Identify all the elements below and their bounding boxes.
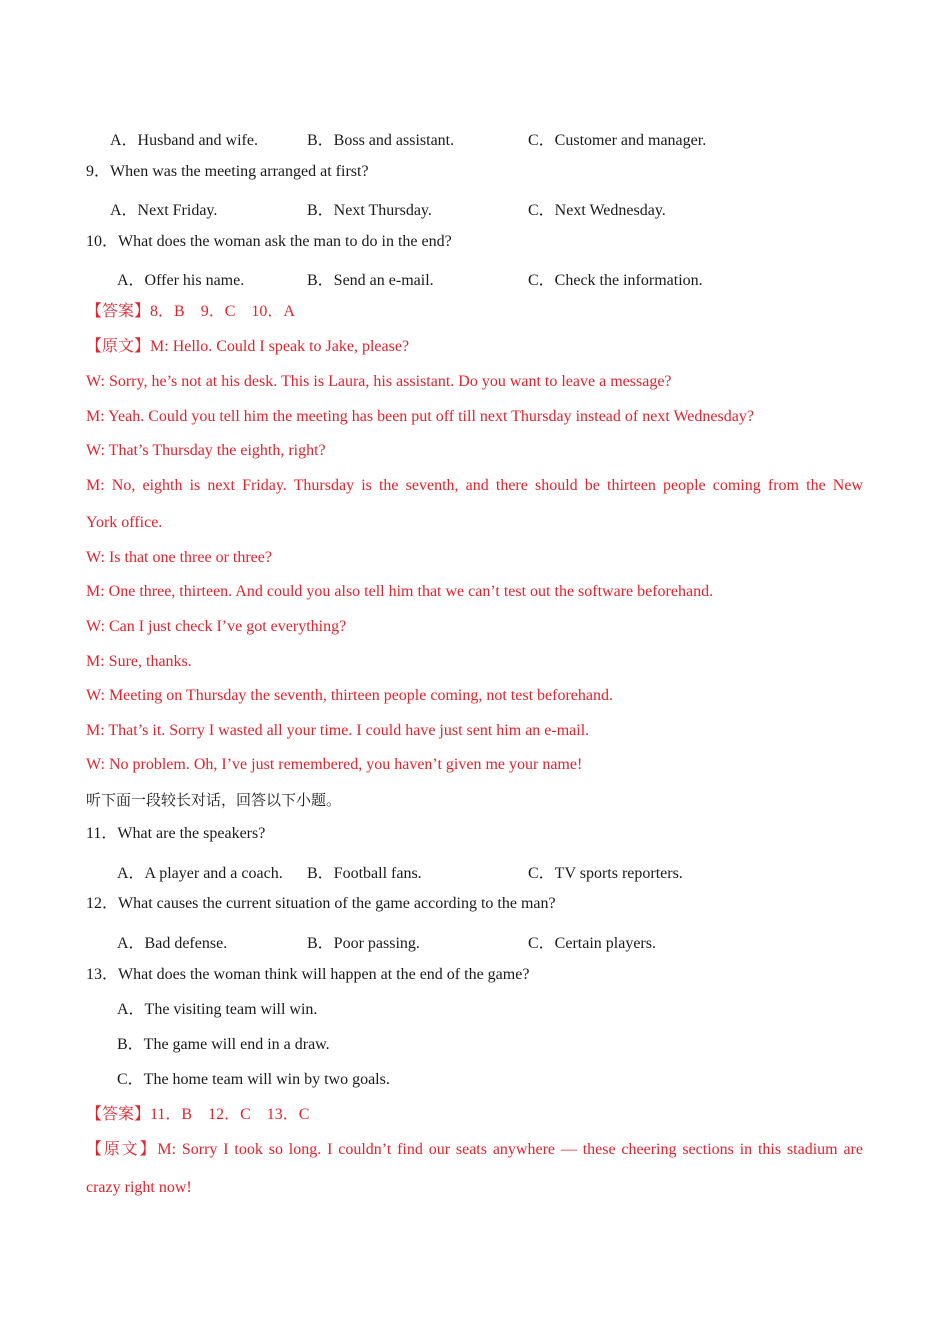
transcript-line: M: No, eighth is next Friday. Thursday is the seventh, and there should be thirteen people coming from the New — [86, 477, 863, 494]
q9-option-c: C．Next Wednesday. — [528, 202, 666, 219]
transcript-line: 【原文】M: Hello. Could I speak to Jake, please? — [86, 338, 410, 355]
transcript-line: W: Can I just check I’ve got everything? — [86, 618, 347, 635]
transcript-line: W: Is that one three or three? — [86, 549, 272, 566]
q8-option-a: A．Husband and wife. — [110, 132, 258, 149]
q11-option-b: B．Football fans. — [307, 865, 422, 882]
q10-question: 10．What does the woman ask the man to do in the end? — [86, 233, 452, 250]
answer-line-1 — [86, 302, 295, 322]
answer-label: 【答案】 — [86, 1106, 151, 1123]
q13-option-c: C．The home team will win by two goals. — [117, 1071, 390, 1088]
q8-option-c: C．Customer and manager. — [528, 132, 707, 149]
q11-option-a: A．A player and a coach. — [117, 865, 283, 882]
transcript-line: M: Yeah. Could you tell him the meeting has been put off till next Thursday instead of next Wednesday? — [86, 408, 754, 425]
q12-question: 12．What causes the current situation of the game according to the man? — [86, 895, 556, 912]
q11-question: 11．What are the speakers? — [86, 825, 266, 842]
transcript-line: M: One three, thirteen. And could you also tell him that we can’t test out the software beforehand. — [86, 583, 714, 600]
section-instruction: 听下面一段较长对话，回答以下小题。 — [86, 791, 342, 809]
q10-option-a: A．Offer his name. — [117, 272, 245, 289]
q12-option-b: B．Poor passing. — [307, 935, 420, 952]
q13-option-a: A．The visiting team will win. — [117, 1001, 318, 1018]
answer-text: 11．B 12．C 13．C — [150, 1106, 310, 1123]
answer-line-2 — [86, 1105, 309, 1125]
transcript-line: W: No problem. Oh, I’ve just remembered, you haven’t given me your name! — [86, 756, 583, 773]
q10-option-c: C．Check the information. — [528, 272, 703, 289]
transcript-line: York office. — [86, 514, 163, 531]
q9-option-a: A．Next Friday. — [110, 202, 218, 219]
q9-option-b: B．Next Thursday. — [307, 202, 432, 219]
q11-option-c: C．TV sports reporters. — [528, 865, 683, 882]
q9-question: 9．When was the meeting arranged at first? — [86, 163, 369, 180]
q8-option-b: B．Boss and assistant. — [307, 132, 455, 149]
transcript-line: M: That’s it. Sorry I wasted all your time. I could have just sent him an e-mail. — [86, 722, 590, 739]
q10-option-b: B．Send an e-mail. — [307, 272, 434, 289]
transcript-line: W: That’s Thursday the eighth, right? — [86, 442, 326, 459]
q13-option-b: B．The game will end in a draw. — [117, 1036, 330, 1053]
transcript-line: W: Meeting on Thursday the seventh, thirteen people coming, not test beforehand. — [86, 687, 613, 704]
transcript-line: 【原文】M: Sorry I took so long. I couldn’t find our seats anywhere — these cheering sections in this stadium are — [86, 1141, 863, 1158]
transcript-label: 【原文】 — [86, 1141, 158, 1158]
transcript-line: W: Sorry, he’s not at his desk. This is Laura, his assistant. Do you want to leave a message? — [86, 373, 672, 390]
q12-option-c: C．Certain players. — [528, 935, 656, 952]
q13-question: 13．What does the woman think will happen at the end of the game? — [86, 966, 530, 983]
answer-text: 8．B 9．C 10．A — [150, 303, 295, 320]
transcript-line: M: Sure, thanks. — [86, 653, 192, 670]
q12-option-a: A．Bad defense. — [117, 935, 228, 952]
transcript-label: 【原文】 — [86, 338, 151, 355]
transcript-line: crazy right now! — [86, 1179, 192, 1196]
answer-label: 【答案】 — [86, 303, 151, 320]
